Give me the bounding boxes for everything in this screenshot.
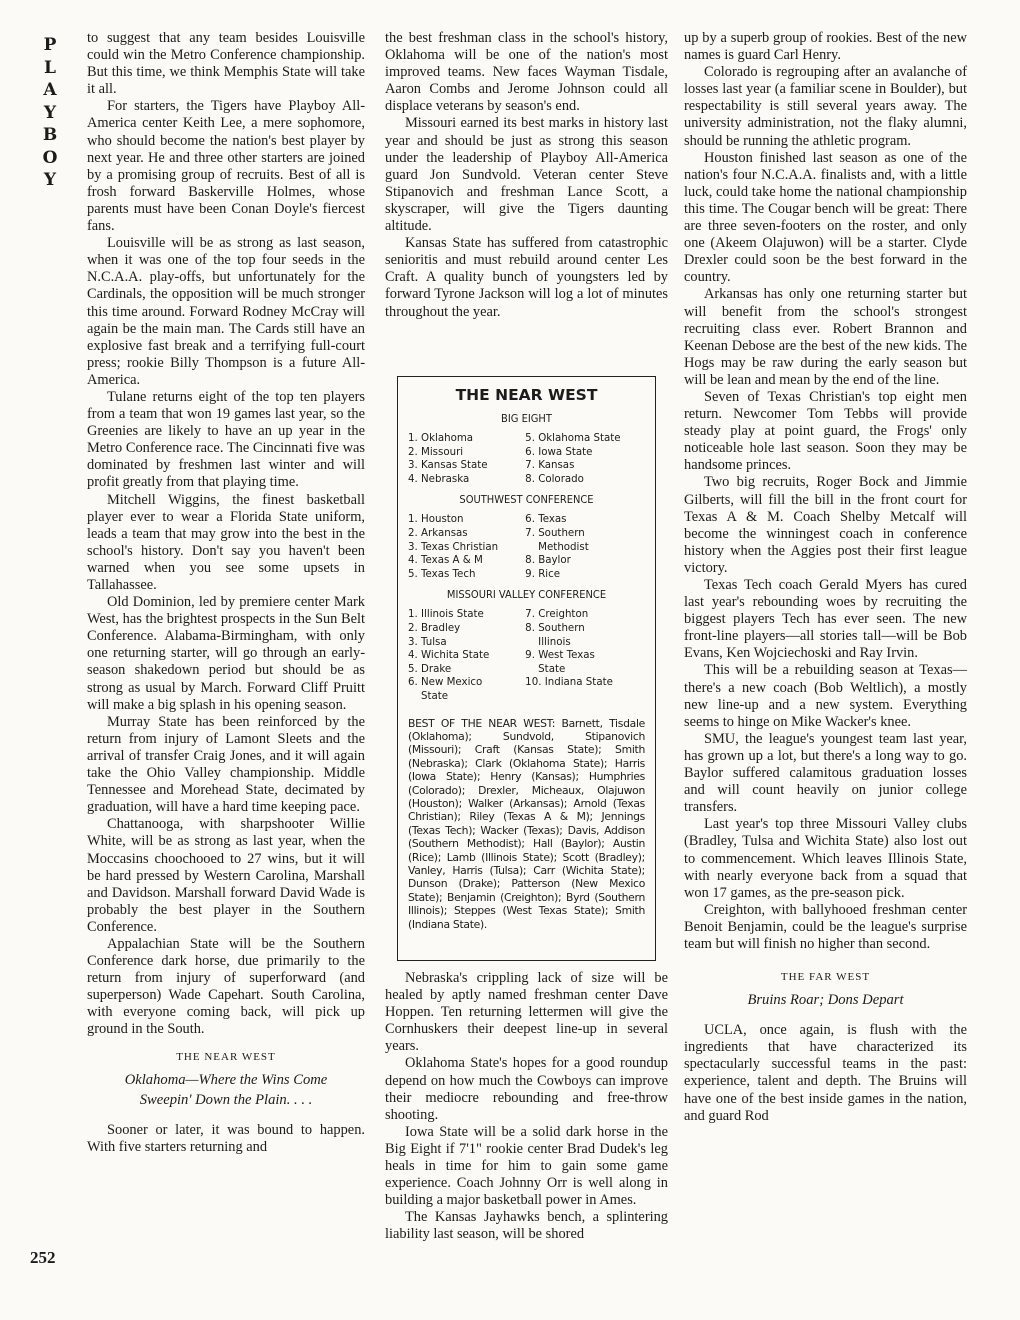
- column-middle-lower-paragraphs: [385, 970, 668, 1244]
- standings-right: [525, 512, 628, 580]
- section-deck-line-2: Sweepin' Down the Plain. . . .: [139, 1091, 313, 1108]
- column-left: [87, 30, 365, 1156]
- column-left-paragraphs: [87, 30, 365, 1039]
- masthead-letter: Y: [43, 102, 57, 123]
- conference-name: BIG EIGHT: [501, 412, 552, 425]
- team-entry: 7. Creighton: [525, 607, 589, 621]
- paragraph: Missouri earned its best marks in history last year and should be just as strong this season under the leadership of Playboy All-America guard Jon Sundvold. Veteran center Steve Stipanovich and freshman Lance Scott, a skyscraper, will give the Tigers daunting altitude.: [385, 115, 668, 235]
- team-entry: 8. Colorado: [525, 471, 584, 485]
- paragraph: SMU, the league's youngest team last year, has grown up a lot, but there's a long way to go. Baylor suffered calamitous graduation losses and will count heavily on junior college transfers.: [684, 730, 967, 816]
- paragraph: Arkansas has only one returning starter but will benefit from the school's strongest recruiting class ever. Robert Brannon and Keenan Debose are the best of the new kids. The Hogs may be raw during the early season but will be lean and mean by the end of the line.: [684, 286, 967, 388]
- standings-grid: [408, 512, 628, 580]
- column-right-paragraphs: [684, 30, 967, 953]
- standings-left: [408, 431, 525, 485]
- team-entry: 6. New Mexico State: [408, 675, 483, 702]
- column-right: [684, 30, 967, 1125]
- paragraph: Iowa State will be a solid dark horse in the Big Eight if 7'1" rookie center Brad Dudek's leg heals in time for him to gain some game experience. Coach Johnny Orr is well along in building a major basketball power in Ames.: [385, 1123, 668, 1209]
- team-entry: 1. Oklahoma: [408, 431, 474, 444]
- conference-name: SOUTHWEST CONFERENCE: [459, 493, 594, 507]
- page-number: 252: [30, 1248, 56, 1267]
- paragraph: Last year's top three Missouri Valley clubs (Bradley, Tulsa and Wichita State) also lost out to commencement. Which leaves Illinois State, with nearly everyone back from a squad that won 17 games, as the pre-season pick.: [684, 816, 967, 901]
- column-middle-paragraphs: [385, 30, 668, 321]
- masthead-letter: L: [44, 57, 56, 78]
- far-west-subhead: [684, 969, 967, 1010]
- section-kicker: THE NEAR WEST: [176, 1050, 276, 1063]
- team-entry: 5. Oklahoma State: [525, 431, 621, 444]
- team-entry: 3. Kansas State: [408, 458, 488, 472]
- section-kicker: THE FAR WEST: [780, 971, 871, 984]
- paragraph: Louisville will be as strong as last season, when it was one of the top four seeds in the N.C.A.A. play-offs, but unfortunately for the Cardinals, the opposition will be much stronger this time around. Forward Rodney McCray will again be the main man. The Cards still have an explosive fast break and a terrifying full-court press; rookie Billy Thompson is a future All-America.: [87, 235, 365, 388]
- paragraph: Houston finished last season as one of the nation's four N.C.A.A. finalists and, with a little luck, could take home the national championship this time. The Cougar bench will be great: There are three seven-footers on the roster, and only one (Akeem Olajuwon) will be a starter. Clyde Drexler could soon be the best forward in the country.: [684, 149, 967, 286]
- paragraph: Kansas State has suffered from catastrophic senioritis and must rebuild around center Les Craft. A quality bunch of youngsters led by forward Tyrone Jackson will log a lot of minutes throughout the year.: [385, 235, 668, 320]
- paragraph: up by a superb group of rookies. Best of the new names is guard Carl Henry.: [684, 30, 967, 64]
- standings-right: [525, 431, 628, 485]
- conference-lists: [408, 412, 645, 703]
- paragraph: Seven of Texas Christian's top eight men return. Newcomer Tom Tebbs will provide steady play at point guard, the Frogs' only noticeable hole last season. Soon they may be handsome princes.: [684, 388, 967, 474]
- paragraph: Old Dominion, led by premiere center Mark West, has the brightest prospects in the Sun Belt Conference. Alabama-Birmingham, with only one returning starter, will go through an early-season shakedown period but should be as strong as usual by March. Forward Cliff Pruitt will make a big splash in his opening season.: [87, 594, 365, 713]
- team-entry: 6. Texas: [525, 512, 567, 526]
- paragraph: Chattanooga, with sharpshooter Willie White, will be as strong as last year, when the Moccasins choochooed to 27 wins, but it will be hard pressed by Western Carolina, Marshall and Davidson. Marshall forward David Wade is probably the best player in the Southern Conference.: [87, 816, 365, 935]
- team-entry: 1. Houston: [408, 512, 464, 526]
- paragraph: Murray State has been reinforced by the return from injury of Lamont Sleets and the arrival of transfer Craig Jones, and it will again take the Ohio Valley championship. Middle Tennessee and Morehead State, decimated by graduation, will have a hard time keeping pace.: [87, 713, 365, 816]
- paragraph: This will be a rebuilding season at Texas—there's a new coach (Bob Weltlich), a mostly new line-up and a new system. Everything seems to hinge on Mike Wacker's knee.: [684, 662, 967, 730]
- column-middle: [385, 30, 668, 321]
- paragraph: Nebraska's crippling lack of size will be healed by aptly named freshman center Dave Hoppen. Ten returning lettermen will give the Cornhuskers their deepest line-up in several years.: [385, 970, 668, 1055]
- paragraph: Appalachian State will be the Southern Conference dark horse, due primarily to the return from injury of superforward (and superperson) Wade Capehart. South Carolina, with everyone coming back, will pick up ground in the South.: [87, 935, 365, 1038]
- standings-right: [525, 607, 628, 702]
- masthead-letter: O: [42, 147, 58, 168]
- standings-left: [408, 512, 525, 580]
- team-entry: 3. Tulsa: [408, 634, 447, 648]
- sidebar-title: THE NEAR WEST: [455, 386, 598, 404]
- section-deck-line-1: Oklahoma—Where the Wins Come: [124, 1071, 328, 1088]
- team-entry: 4. Wichita State: [408, 648, 490, 662]
- paragraph: to suggest that any team besides Louisville could win the Metro Conference championship. But this time, we think Memphis State will take it all.: [87, 30, 365, 98]
- paragraph: the best freshman class in the school's history, Oklahoma will be one of the nation's most improved teams. New faces Wayman Tisdale, Aaron Combs and Jerome Johnson could all displace veterans by season's end.: [385, 30, 668, 115]
- near-west-subhead: [87, 1049, 365, 1110]
- masthead-letter: P: [43, 35, 57, 55]
- conference-name: MISSOURI VALLEY CONFERENCE: [446, 588, 607, 602]
- paragraph: Sooner or later, it was bound to happen. With five starters returning and: [87, 1121, 365, 1155]
- standings-grid: [408, 431, 628, 485]
- team-entry: 9. West Texas State: [525, 648, 595, 675]
- team-entry: 6. Iowa State: [525, 444, 593, 458]
- team-entry: 8. Baylor: [525, 553, 571, 567]
- standings-grid: [408, 607, 628, 702]
- paragraph: Creighton, with ballyhooed freshman center Benoit Benjamin, could be the league's surprise team but will finish no higher than second.: [684, 901, 967, 952]
- masthead-letter: A: [43, 80, 57, 100]
- team-entry: 8. Southern Illinois: [525, 620, 585, 648]
- team-entry: 1. Illinois State: [408, 607, 484, 621]
- team-entry: 2. Arkansas: [408, 525, 468, 539]
- near-west-sidebar: [397, 376, 656, 961]
- masthead-letter: Y: [43, 170, 57, 190]
- team-entry: 7. Southern Methodist: [525, 525, 589, 553]
- team-entry: 7. Kansas: [525, 458, 575, 472]
- team-entry: 2. Bradley: [408, 620, 461, 634]
- team-entry: 4. Nebraska: [408, 471, 470, 485]
- standings-left: [408, 607, 525, 702]
- paragraph: Oklahoma State's hopes for a good roundup depend on how much the Cowboys can improve their mediocre rebounding and free-throw shooting.: [385, 1055, 668, 1123]
- paragraph: UCLA, once again, is flush with the ingredients that have characterized its spectacularly successful teams in the past: experience, talent and depth. The Bruins will have one of the best inside games in the nation, and guard Rod: [684, 1022, 967, 1124]
- team-entry: 9. Rice: [525, 566, 561, 580]
- best-of-near-west: BEST OF THE NEAR WEST: Barnett, Tisdale (Oklahoma); Sundvold, Stipanovich (Missouri); Craft (Kansas State); Smith (Nebraska); Clark (Oklahoma State); Harris (Iowa State); Henry (Kansas); Humphries (Colorado); Drexler, Micheaux, Olajuwon (Houston); Walker (Arkansas); Arnold (Texas Christian); Riley (Texas A & M); Jennings (Texas Tech); Wacker (Texas); Davis, Addison (Southern Methodist); Hall (Baylor); Austin (Rice); Lamb (Illinois State); Scott (Bradley); Vanley, Harris (Tulsa); Carr (Wichita State); Dunson (Drake); Patterson (New Mexico State); Benjamin (Creighton); Byrd (Southern Illinois); Steppes (West Texas State); Smith (Indiana State).: [408, 716, 645, 931]
- paragraph: For starters, the Tigers have Playboy All-America center Keith Lee, a mere sophomore, who should become the nation's best player by next year. He and three other starters are joined by a promising group of recruits. Best of all is frosh forward Baskerville Holmes, whose parents must have been Conan Doyle's fiercest fans.: [87, 98, 365, 235]
- team-entry: 3. Texas Christian: [408, 539, 499, 553]
- paragraph: Colorado is regrouping after an avalanche of losses last year (a familiar scene in Boulder), but respectability is still several years away. The university administration, not the flaky alumni, should be running the athletic program.: [684, 64, 967, 149]
- team-entry: 4. Texas A & M: [408, 553, 483, 567]
- paragraph: The Kansas Jayhawks bench, a splintering liability last season, will be shored: [385, 1209, 668, 1243]
- paragraph: Tulane returns eight of the top ten players from a team that won 19 games last year, so the Greenies are likely to have an up year in the Metro Conference race. The Cincinnati five was dominated by freshmen last winter and will profit greatly from that playing time.: [87, 388, 365, 491]
- masthead-letter: B: [42, 125, 58, 145]
- paragraph: Mitchell Wiggins, the finest basketball player ever to wear a Florida State uniform, leads a team that may grow into the best in the school's history. Don't say you haven't been warned when you see some upsets in Tallahassee.: [87, 491, 365, 593]
- team-entry: 5. Texas Tech: [408, 566, 476, 580]
- paragraph: Two big recruits, Roger Bock and Jimmie Gilberts, will fill the bill in the front court for Texas A & M. Coach Shelby Metcalf will become the winningest coach in conference history when the Aggies post their first league victory.: [684, 474, 967, 576]
- column-middle-lower: [385, 970, 668, 1244]
- team-entry: 5. Drake: [408, 661, 452, 675]
- playboy-masthead: [30, 34, 70, 192]
- team-entry: 10. Indiana State: [525, 675, 613, 689]
- paragraph: Texas Tech coach Gerald Myers has cured last year's rebounding woes by recruiting the biggest players Tech has ever seen. The new front-line players—all stories tall—will be Bob Evans, Ken Wojciechoski and Ray Irvin.: [684, 577, 967, 662]
- section-deck: Bruins Roar; Dons Depart: [747, 992, 904, 1009]
- team-entry: 2. Missouri: [408, 444, 464, 458]
